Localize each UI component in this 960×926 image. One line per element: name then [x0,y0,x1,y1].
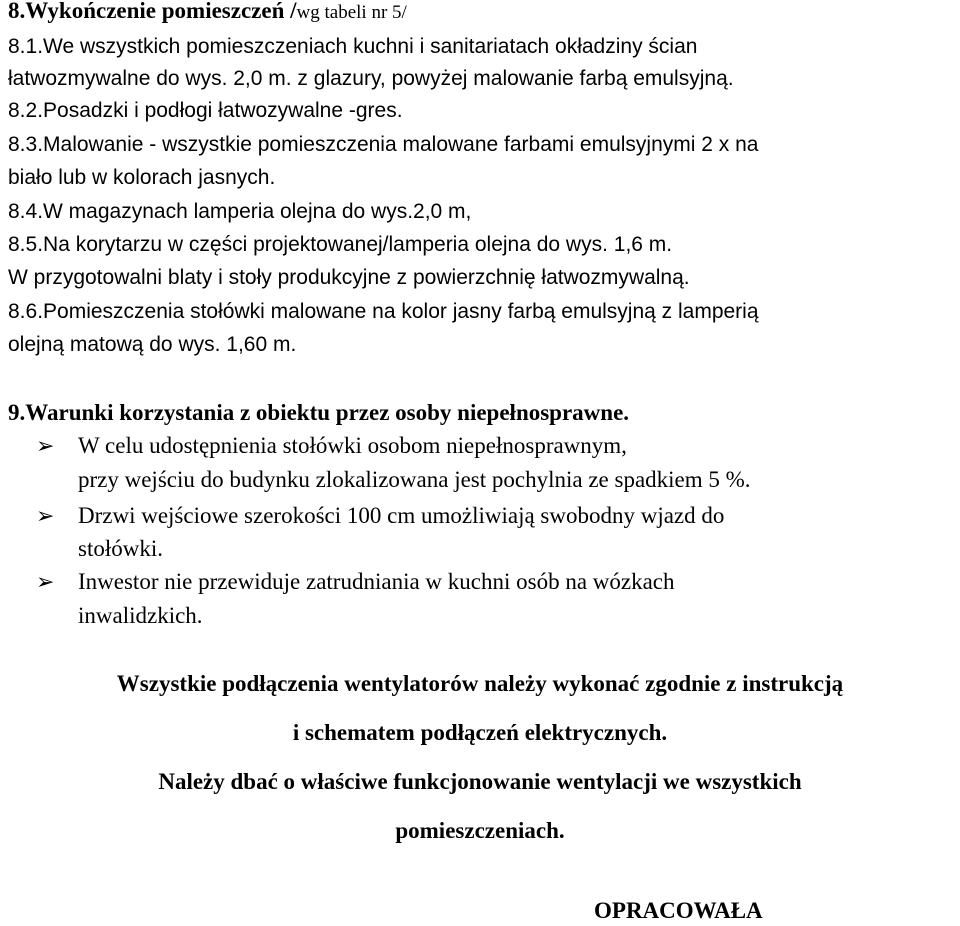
arrowhead-bullet-icon: ➢ [36,433,55,458]
note-line-3: Należy dbać o właściwe funkcjonowanie wentylacji we wszystkich [158,769,802,794]
arrowhead-bullet-icon: ➢ [36,503,55,528]
note-line-4: pomieszczeniach. [395,818,565,843]
section-8-heading-bold: 8.Wykończenie pomieszczeń / [8,0,297,23]
arrowhead-bullet-icon: ➢ [36,569,55,594]
signature-label: OPRACOWAŁA [594,898,763,923]
note-line-2: i schematem podłączeń elektrycznych. [292,720,668,745]
section-8-line-10: olejną matową do wys. 1,60 m. [8,333,297,356]
section-8-line-6: 8.4.W magazynach lamperia olejna do wys.2,0 m, [8,200,472,223]
bullet-3-line-2: inwalidzkich. [78,603,203,628]
section-8-line-1: 8.1.We wszystkich pomieszczeniach kuchni i sanitariatach okładziny ścian [8,35,698,58]
bullet-2-line-1: Drzwi wejściowe szerokości 100 cm umożliwiają swobodny wjazd do [78,503,725,528]
section-8-line-9: 8.6.Pomieszczenia stołówki malowane na kolor jasny farbą emulsyjną z lamperią [8,300,759,323]
section-8-heading-note: wg tabeli nr 5/ [296,2,407,23]
bullet-1-line-1: W celu udostępnienia stołówki osobom niepełnosprawnym, [78,433,627,458]
bullet-1-line-2: przy wejściu do budynku zlokalizowana jest pochylnia ze spadkiem 5 %. [78,467,751,492]
section-8-heading [8,0,407,28]
section-8-line-2: łatwozmywalne do wys. 2,0 m. z glazury, powyżej malowanie farbą emulsyjną. [8,67,734,90]
section-8-line-4: 8.3.Malowanie - wszystkie pomieszczenia malowane farbami emulsyjnymi 2 x na [8,133,759,156]
section-8-line-5: biało lub w kolorach jasnych. [8,166,276,189]
note-line-1: Wszystkie podłączenia wentylatorów należy wykonać zgodnie z instrukcją [116,671,844,696]
section-8-line-7: 8.5.Na korytarzu w części projektowanej/lamperia olejna do wys. 1,6 m. [8,233,673,256]
bullet-3-line-1: Inwestor nie przewiduje zatrudniania w kuchni osób na wózkach [78,569,675,594]
section-8-line-8: W przygotowalni blaty i stoły produkcyjne z powierzchnię łatwozmywalną. [8,266,690,289]
section-8-line-3: 8.2.Posadzki i podłogi łatwozywalne -gres. [8,99,403,122]
bullet-2-line-2: stołówki. [78,536,163,561]
section-9-heading: 9.Warunki korzystania z obiektu przez osoby niepełnosprawne. [8,400,630,425]
